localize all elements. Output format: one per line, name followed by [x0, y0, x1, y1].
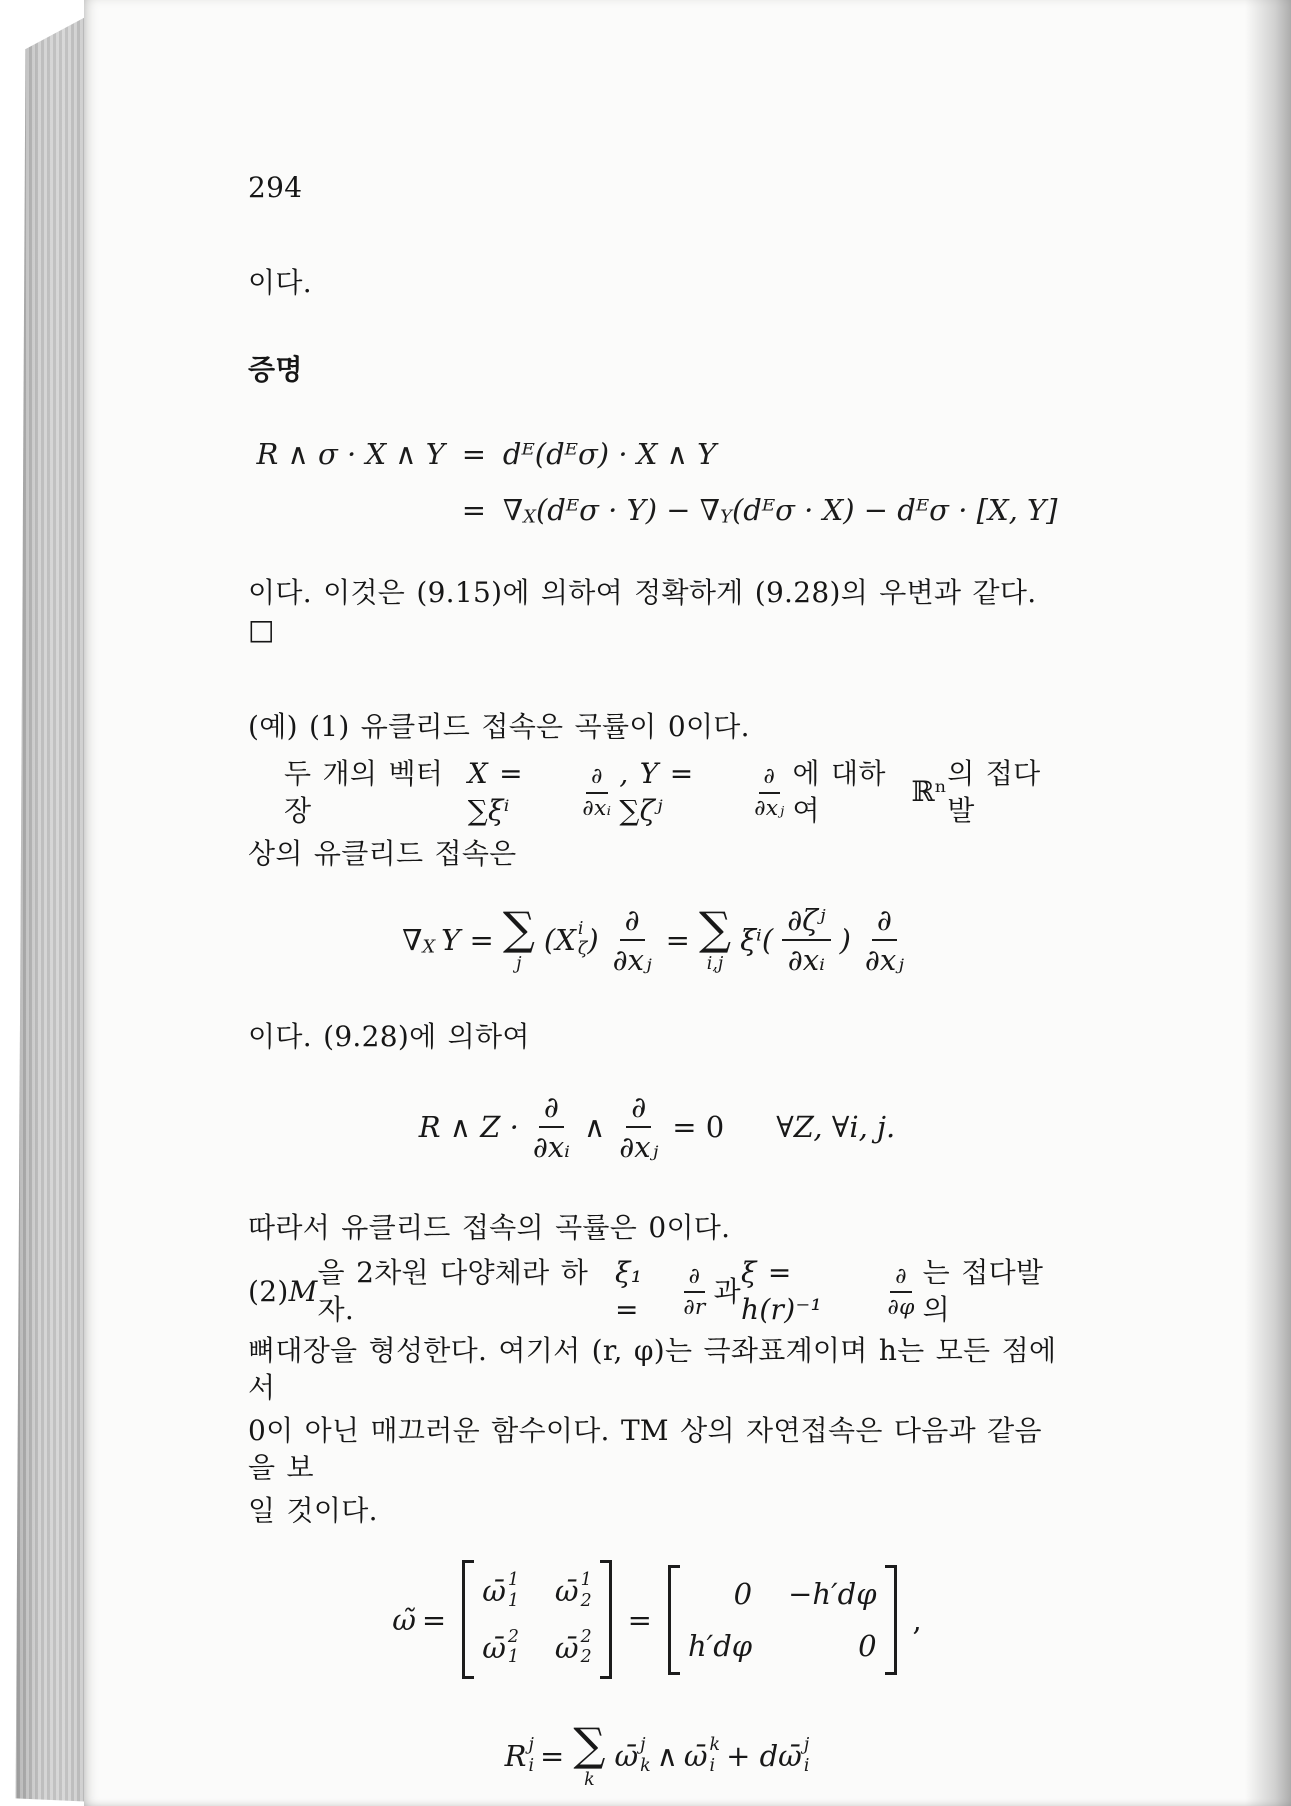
- equation-proof: [248, 437, 1066, 527]
- text-run: 과: [713, 1274, 741, 1308]
- paragraph-ida: 이다.: [248, 265, 312, 299]
- paragraph-proof-conclusion: 이다. 이것은 (9.15)에 의하여 정확하게 (9.28)의 우변과 같다. □: [248, 575, 1037, 646]
- paragraph-manifold-line3: 0이 아닌 매끄러운 함수이다. TM 상의 자연접속은 다음과 같음을 보: [248, 1414, 1042, 1485]
- math-token: =: [461, 436, 487, 471]
- math-token: = 0: [672, 1110, 725, 1145]
- text-run: 두 개의 벡터장: [284, 756, 444, 827]
- summation: ∑ j: [502, 901, 535, 974]
- page-number: 294: [248, 171, 303, 204]
- nabla-operator: ∇ X: [402, 922, 436, 958]
- math-token: ℝⁿ: [911, 775, 948, 809]
- fraction: $\frac{\partial}{\text{∂xⱼ}}$: [612, 902, 652, 977]
- equation-connection-matrix: [248, 1560, 1066, 1679]
- matrix-values: [668, 1565, 897, 1675]
- paragraph-manifold: [248, 1255, 1066, 1329]
- math-token: ω̄ j k: [614, 1734, 651, 1776]
- math-token: dᴱ(dᴱσ) · X ∧ Y: [502, 436, 717, 471]
- fraction: $\frac{\partial}{\text{∂xⱼ}}$: [619, 1089, 659, 1165]
- math-token: R ∧ Z ·: [418, 1110, 519, 1145]
- math-token: R ∧ σ · X ∧ Y: [256, 436, 445, 471]
- paragraph-example: (예) (1) 유클리드 접속은 곡률이 0이다.: [248, 709, 750, 743]
- math-token: ξⁱ(: [740, 922, 774, 957]
- fraction: $\frac{\text{∂ζʲ}}{\text{∂xᵢ}}$: [782, 903, 830, 977]
- equation-curvature-form: [248, 1718, 1066, 1790]
- text-run: 을 2차원 다양체라 하자.: [317, 1256, 589, 1327]
- paragraph-vector-fields: [248, 756, 1066, 830]
- fraction: $\frac{\partial}{\text{∂xᵢ}}$: [532, 1089, 571, 1165]
- math-token: =: [540, 1739, 565, 1774]
- paragraph-euclid-connection: 상의 유클리드 접속은: [248, 836, 517, 870]
- equation-curvature-zero: [248, 1090, 1066, 1164]
- paragraph-manifold-line2: 뼈대장을 형성한다. 여기서 (r, φ)는 극좌표계이며 h는 모든 점에서: [248, 1334, 1057, 1405]
- page-fore-edge-shade: [1245, 0, 1291, 1806]
- math-token: Y: [720, 506, 732, 528]
- fraction: $\frac{\partial}{\text{∂xᵢ}}$: [582, 763, 612, 821]
- matrix-cell: ω̄ 2 1: [482, 1626, 519, 1668]
- wedge-operator: ∧: [656, 1739, 678, 1774]
- math-token: X = ∑ξⁱ: [467, 756, 523, 827]
- proof-heading: 증명: [248, 352, 303, 386]
- math-token: =: [461, 492, 487, 527]
- fraction: $\frac{\partial}{\text{∂xⱼ}}$: [754, 763, 785, 821]
- fraction: $\frac{\partial}{\partial r}$: [683, 1263, 706, 1321]
- matrix-cell: ω̄ 2 2: [554, 1626, 592, 1668]
- math-token: M: [288, 1274, 318, 1308]
- math-token: ξ = h(r)⁻¹: [741, 1256, 823, 1327]
- matrix-cell: 0: [733, 1576, 753, 1611]
- summation: ∑ i,j: [698, 901, 732, 974]
- math-token: ω̃: [392, 1602, 416, 1637]
- book-page: [84, 0, 1291, 1806]
- fraction: $\frac{\partial}{\partial\varphi}$: [887, 1263, 915, 1321]
- text-run: 는 접다발의: [922, 1256, 1044, 1327]
- text-run: (2): [248, 1274, 289, 1308]
- math-token: ξ₁ =: [615, 1256, 643, 1327]
- math-token: =: [627, 1602, 652, 1637]
- math-token: (dᴱσ · Y) − ∇: [535, 492, 721, 527]
- paragraph-therefore: 따라서 유클리드 접속의 곡률은 0이다.: [248, 1211, 731, 1245]
- matrix-cell: −h′dφ: [788, 1576, 877, 1611]
- matrix-cell: ω̄ 1 1: [482, 1570, 519, 1611]
- matrix-cell: ω̄ 1 2: [554, 1570, 592, 1611]
- wedge-operator: ∧: [584, 1110, 606, 1145]
- math-token: ∀Z, ∀i, j.: [776, 1110, 896, 1145]
- math-token: R j i: [504, 1734, 535, 1776]
- text-run: 의 접다발: [947, 756, 1041, 827]
- math-token: (X i ζ ): [543, 918, 599, 960]
- matrix-cell: 0: [858, 1628, 877, 1663]
- math-token: =: [665, 922, 690, 957]
- page-content: [84, 0, 1106, 1789]
- paragraph-by-928: 이다. (9.28)에 의하여: [248, 1020, 530, 1054]
- sup-sub-stack: i ζ: [577, 918, 588, 960]
- matrix-omega: [462, 1560, 611, 1679]
- math-token: ω̄ k i: [683, 1734, 721, 1776]
- math-token: ): [839, 922, 851, 957]
- paragraph-manifold-line4: 일 것이다.: [248, 1494, 378, 1528]
- math-token: (dᴱσ · X) − dᴱσ · [X, Y]: [731, 492, 1058, 527]
- math-token: Y =: [441, 922, 494, 957]
- math-token: , Y = ∑ζʲ: [619, 756, 694, 827]
- math-token: + dω̄ j i: [726, 1734, 810, 1776]
- equation-euclid-connection: [248, 903, 1066, 977]
- text-run: 에 대하여: [792, 756, 886, 827]
- summation: ∑ k: [573, 1718, 606, 1790]
- fraction: $\frac{\partial}{\text{∂xⱼ}}$: [864, 902, 904, 977]
- nabla-operator: ∇ X: [502, 492, 536, 528]
- matrix-cell: h′dφ: [687, 1628, 753, 1663]
- math-token: ,: [912, 1602, 922, 1637]
- math-token: =: [421, 1602, 447, 1637]
